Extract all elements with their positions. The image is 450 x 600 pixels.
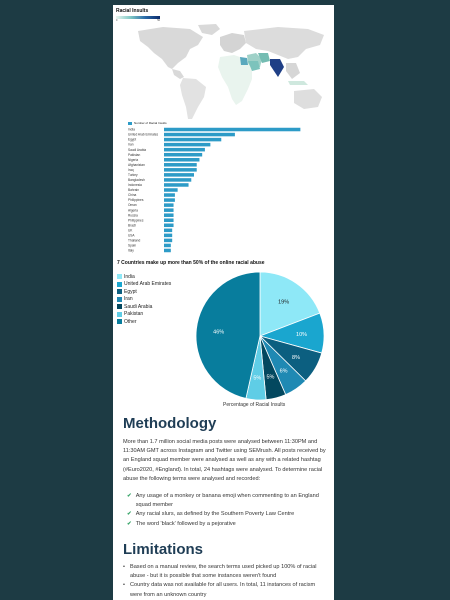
- bar: [164, 188, 178, 192]
- pie-slice-label: 6%: [279, 368, 288, 375]
- pie-chart-title: 7 Countries make up more than 50% of the online racial abuse: [117, 260, 265, 266]
- bar: [164, 183, 189, 187]
- bar-category-label: Russia: [128, 213, 138, 218]
- bar-category-label: Italy: [128, 248, 134, 253]
- map-india: [270, 59, 284, 77]
- bar-category-label: Iran: [128, 142, 134, 147]
- map-indonesia: [288, 81, 308, 85]
- limitation-text: Country data was not available for all users. In total, 11 instances of racism were from an unknown country: [129, 582, 316, 598]
- bar-category-label: Algeria: [128, 208, 138, 213]
- bar: [164, 133, 235, 137]
- map-north-america: [138, 27, 203, 69]
- bar: [164, 213, 174, 217]
- limitations-list: [123, 563, 328, 600]
- bar-category-label: Philippines: [128, 218, 144, 223]
- limitation-text: Based on a manual review, the search terms used picked up 100% of racial abuse - but it is possible that some instances weren't found: [129, 564, 317, 580]
- bar: [164, 148, 205, 152]
- pie-legend-item: [117, 318, 171, 326]
- article-page: [113, 5, 334, 600]
- bar-category-label: USA: [128, 233, 135, 238]
- limitation-item: [123, 581, 328, 599]
- bar: [164, 198, 175, 202]
- bar: [164, 138, 221, 142]
- bar: [164, 208, 174, 212]
- pie-legend-swatch: [117, 274, 122, 279]
- bar-category-label: Bangladesh: [128, 178, 145, 183]
- bar-category-label: Saudi Arabia: [128, 147, 147, 152]
- bar-category-label: India: [128, 127, 135, 132]
- bar: [164, 244, 171, 248]
- bar-category-label: UK: [128, 228, 133, 233]
- bar-category-label: Afghanistan: [128, 162, 145, 167]
- map-south-america: [180, 78, 206, 119]
- bar: [164, 224, 174, 228]
- bar-category-label: China: [128, 193, 137, 198]
- map-legend-ticks: [116, 19, 160, 22]
- pie-legend-item: [117, 273, 171, 281]
- pie-chart-legend: [117, 273, 171, 326]
- bar: [164, 229, 172, 233]
- bar: [164, 158, 199, 162]
- criteria-item: [127, 510, 327, 519]
- pie-legend-label: India: [124, 273, 135, 280]
- methodology-heading: Methodology: [123, 415, 217, 432]
- pie-legend-swatch: [117, 304, 122, 309]
- world-map-svg: [128, 23, 328, 123]
- bar-legend-swatch: [128, 122, 132, 125]
- bar: [164, 153, 202, 157]
- pie-chart: [193, 269, 327, 403]
- pie-legend-item: [117, 303, 171, 311]
- bar-chart-legend: [128, 121, 167, 125]
- bar-category-label: Bahrain: [128, 188, 139, 193]
- pie-slice: [196, 272, 260, 398]
- pie-legend-label: Iran: [124, 296, 133, 303]
- pie-legend-label: Pakistan: [124, 311, 144, 318]
- map-australia: [294, 89, 322, 109]
- bar-category-label: Indonesia: [128, 183, 142, 188]
- limitations-heading: Limitations: [123, 541, 204, 558]
- bar: [164, 234, 172, 238]
- bar-category-label: Philippines: [128, 198, 144, 203]
- criteria-item: [127, 492, 327, 510]
- check-icon: ✔: [127, 520, 132, 527]
- bar: [164, 203, 174, 207]
- bar-category-label: Egypt: [128, 137, 137, 142]
- bar-category-label: United Arab Emirates: [128, 132, 159, 137]
- pie-legend-swatch: [117, 297, 122, 302]
- bar: [164, 168, 197, 172]
- bar-category-label: Oman: [128, 203, 137, 208]
- criteria-item: [127, 520, 327, 529]
- limitation-item: [123, 563, 328, 581]
- pie-legend-swatch: [117, 282, 122, 287]
- bar-category-label: Iraq: [128, 167, 134, 172]
- pie-slice-label: 46%: [213, 329, 225, 336]
- pie-legend-label: United Arab Emirates: [124, 281, 172, 288]
- bar-category-label: Pakistan: [128, 152, 141, 157]
- pie-slice-label: 19%: [278, 299, 290, 306]
- criteria-text: The word 'black' followed by a pejorative: [135, 520, 236, 527]
- bar: [164, 239, 172, 243]
- pie-legend-item: [117, 296, 171, 304]
- bar: [164, 178, 191, 182]
- map-greenland: [198, 24, 220, 35]
- pie-legend-swatch: [117, 289, 122, 294]
- bar-legend-label: Number of Racial Insults: [134, 121, 167, 125]
- pie-legend-label: Saudi Arabia: [124, 303, 153, 310]
- map-legend-min: 0: [116, 19, 118, 22]
- bar: [164, 173, 194, 177]
- bar-category-label: Nigeria: [128, 157, 139, 162]
- bar: [164, 128, 300, 132]
- bar: [164, 218, 174, 222]
- methodology-paragraph: More than 1.7 million social media posts were analysed between 11:30PM and 11:30AM GMT across Instagram and Twitter using SEMrush. All posts received by an England squad member were analysed as well as any with a related hashtag (#Euro2020, #England). In total, 24 hashtags were analysed. To determine racial abuse the following terms were analysed and recorded:: [123, 439, 326, 482]
- pie-legend-item: [117, 311, 171, 319]
- bar: [164, 249, 171, 253]
- pie-slice-label: 5%: [253, 375, 262, 382]
- map-title: Racial Insults: [116, 8, 149, 14]
- bar-category-label: Brazil: [128, 223, 136, 228]
- check-icon: ✔: [127, 511, 132, 518]
- pie-legend-label: Other: [124, 318, 137, 325]
- criteria-text: Any racial slurs, as defined by the Southern Poverty Law Centre: [135, 511, 295, 518]
- bullet-icon: •: [123, 582, 125, 589]
- bar-category-label: Spain: [128, 243, 137, 248]
- map-central-america: [172, 69, 184, 79]
- pie-slice-label: 5%: [266, 374, 275, 381]
- map-egypt: [240, 57, 248, 65]
- criteria-list: [127, 492, 327, 529]
- pie-legend-item: [117, 281, 171, 289]
- bar: [164, 193, 175, 197]
- pie-chart-xlabel: Percentage of Racial Insults: [223, 402, 286, 408]
- bar-category-label: Turkey: [128, 172, 138, 177]
- bar: [164, 143, 210, 147]
- pie-legend-item: [117, 288, 171, 296]
- bullet-icon: •: [123, 564, 125, 570]
- pie-slice-label: 8%: [292, 354, 301, 361]
- check-icon: ✔: [127, 493, 132, 499]
- bar-category-label: Thailand: [128, 238, 141, 243]
- pie-slice-label: 10%: [296, 332, 308, 339]
- map-southeast-asia: [286, 63, 300, 79]
- criteria-text: Any usage of a monkey or banana emoji when commenting to an England squad member: [135, 493, 319, 509]
- world-map: [128, 23, 328, 123]
- pie-legend-swatch: [117, 319, 122, 324]
- bar-chart: [128, 127, 323, 253]
- map-europe: [220, 33, 246, 53]
- map-legend-max: 50: [157, 19, 160, 22]
- bar: [164, 163, 197, 167]
- pie-legend-swatch: [117, 312, 122, 317]
- pie-legend-label: Egypt: [124, 288, 137, 295]
